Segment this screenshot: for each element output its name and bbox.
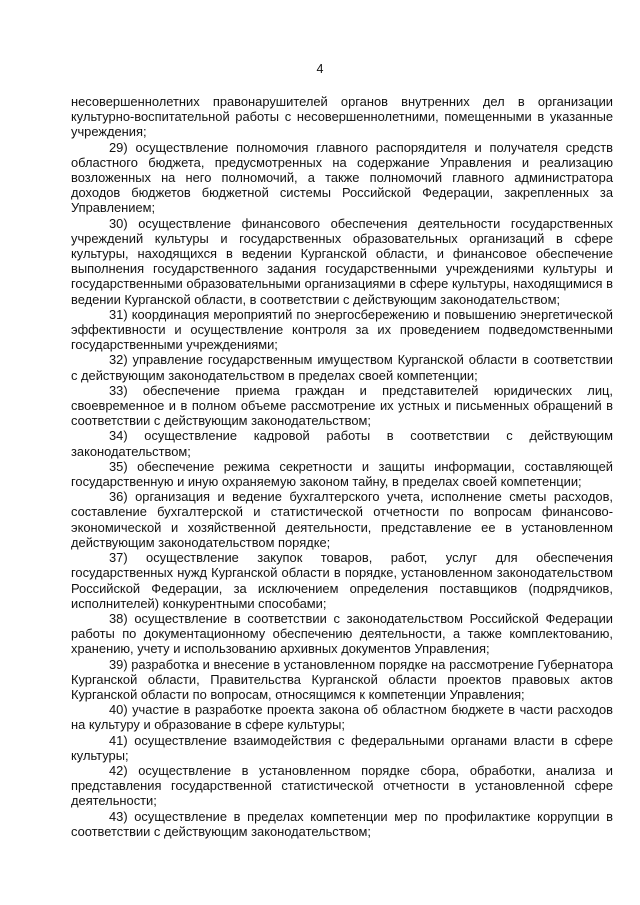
paragraph: 38) осуществление в соответствии с законодательством Российской Федерации работы по документационному обеспечению деятельности, а также комплектованию, хранению, учету и использованию архивных документов Управления; xyxy=(71,610,613,657)
paragraph: 30) осуществление финансового обеспечения деятельности государственных учреждений культуры и государственных образовательных организаций в сфере культуры, находящихся в ведении Курганской области, и финансовое обеспечение выполнения государственного задания государственными учреждениями культуры и государственными образовательными организациями в сфере культуры, находящимися в ведении Курганской области, в соответствии с действующим законодательством; xyxy=(71,215,613,307)
paragraph: 33) обеспечение приема граждан и представителей юридических лиц, своевременное и в полном объеме рассмотрение их устных и письменных обращений в соответствии с действующим законодательством; xyxy=(71,382,613,429)
paragraph: 41) осуществление взаимодействия с федеральными органами власти в сфере культуры; xyxy=(71,732,613,763)
paragraph: 36) организация и ведение бухгалтерского учета, исполнение сметы расходов, составление бухгалтерской и статистической отчетности по вопросам финансово-экономической и хозяйственной деятельности, представление ее в установленном действующим законодательством порядке; xyxy=(71,489,613,550)
paragraph: 31) координация мероприятий по энергосбережению и повышению энергетической эффективности и осуществление контроля за их проведением подведомственными государственными учреждениями; xyxy=(71,306,613,353)
paragraph: 32) управление государственным имуществом Курганской области в соответствии с действующим законодательством в пределах своей компетенции; xyxy=(71,352,613,383)
paragraph: 39) разработка и внесение в установленном порядке на рассмотрение Губернатора Курганской области, Правительства Курганской области проектов правовых актов Курганской области по вопросам, относящимся к компетенции Управления; xyxy=(71,656,613,702)
page-number: 4 xyxy=(316,62,324,76)
paragraph: 40) участие в разработке проекта закона об областном бюджете в части расходов на культуру и образование в сфере культуры; xyxy=(71,702,613,733)
paragraph: 37) осуществление закупок товаров, работ, услуг для обеспечения государственных нужд Курганской области в порядке, установленном законодательством Российской Федерации, за исключением определения поставщиков (подрядчиков, исполнителей) конкурентными способами; xyxy=(71,550,613,611)
paragraph: несовершеннолетних правонарушителей органов внутренних дел в организации культурно-воспитательной работы с несовершеннолетними, помещенными в указанные учреждения; xyxy=(71,94,613,140)
document-body xyxy=(71,94,613,839)
paragraph: 35) обеспечение режима секретности и защиты информации, составляющей государственную и иную охраняемую законом тайну, в пределах своей компетенции; xyxy=(71,458,613,490)
paragraph: 34) осуществление кадровой работы в соответствии с действующим законодательством; xyxy=(71,428,613,459)
paragraph: 42) осуществление в установленном порядке сбора, обработки, анализа и представления государственной статистической отчетности в установленной сфере деятельности; xyxy=(71,762,613,809)
paragraph: 43) осуществление в пределах компетенции мер по профилактике коррупции в соответствии с действующим законодательством; xyxy=(71,808,613,839)
paragraph: 29) осуществление полномочия главного распорядителя и получателя средств областного бюджета, предусмотренных на содержание Управления и реализацию возложенных на него полномочий, а также полномочий главного администратора доходов бюджетов бюджетной системы Российской Федерации, закрепленных за Управлением; xyxy=(71,139,613,216)
